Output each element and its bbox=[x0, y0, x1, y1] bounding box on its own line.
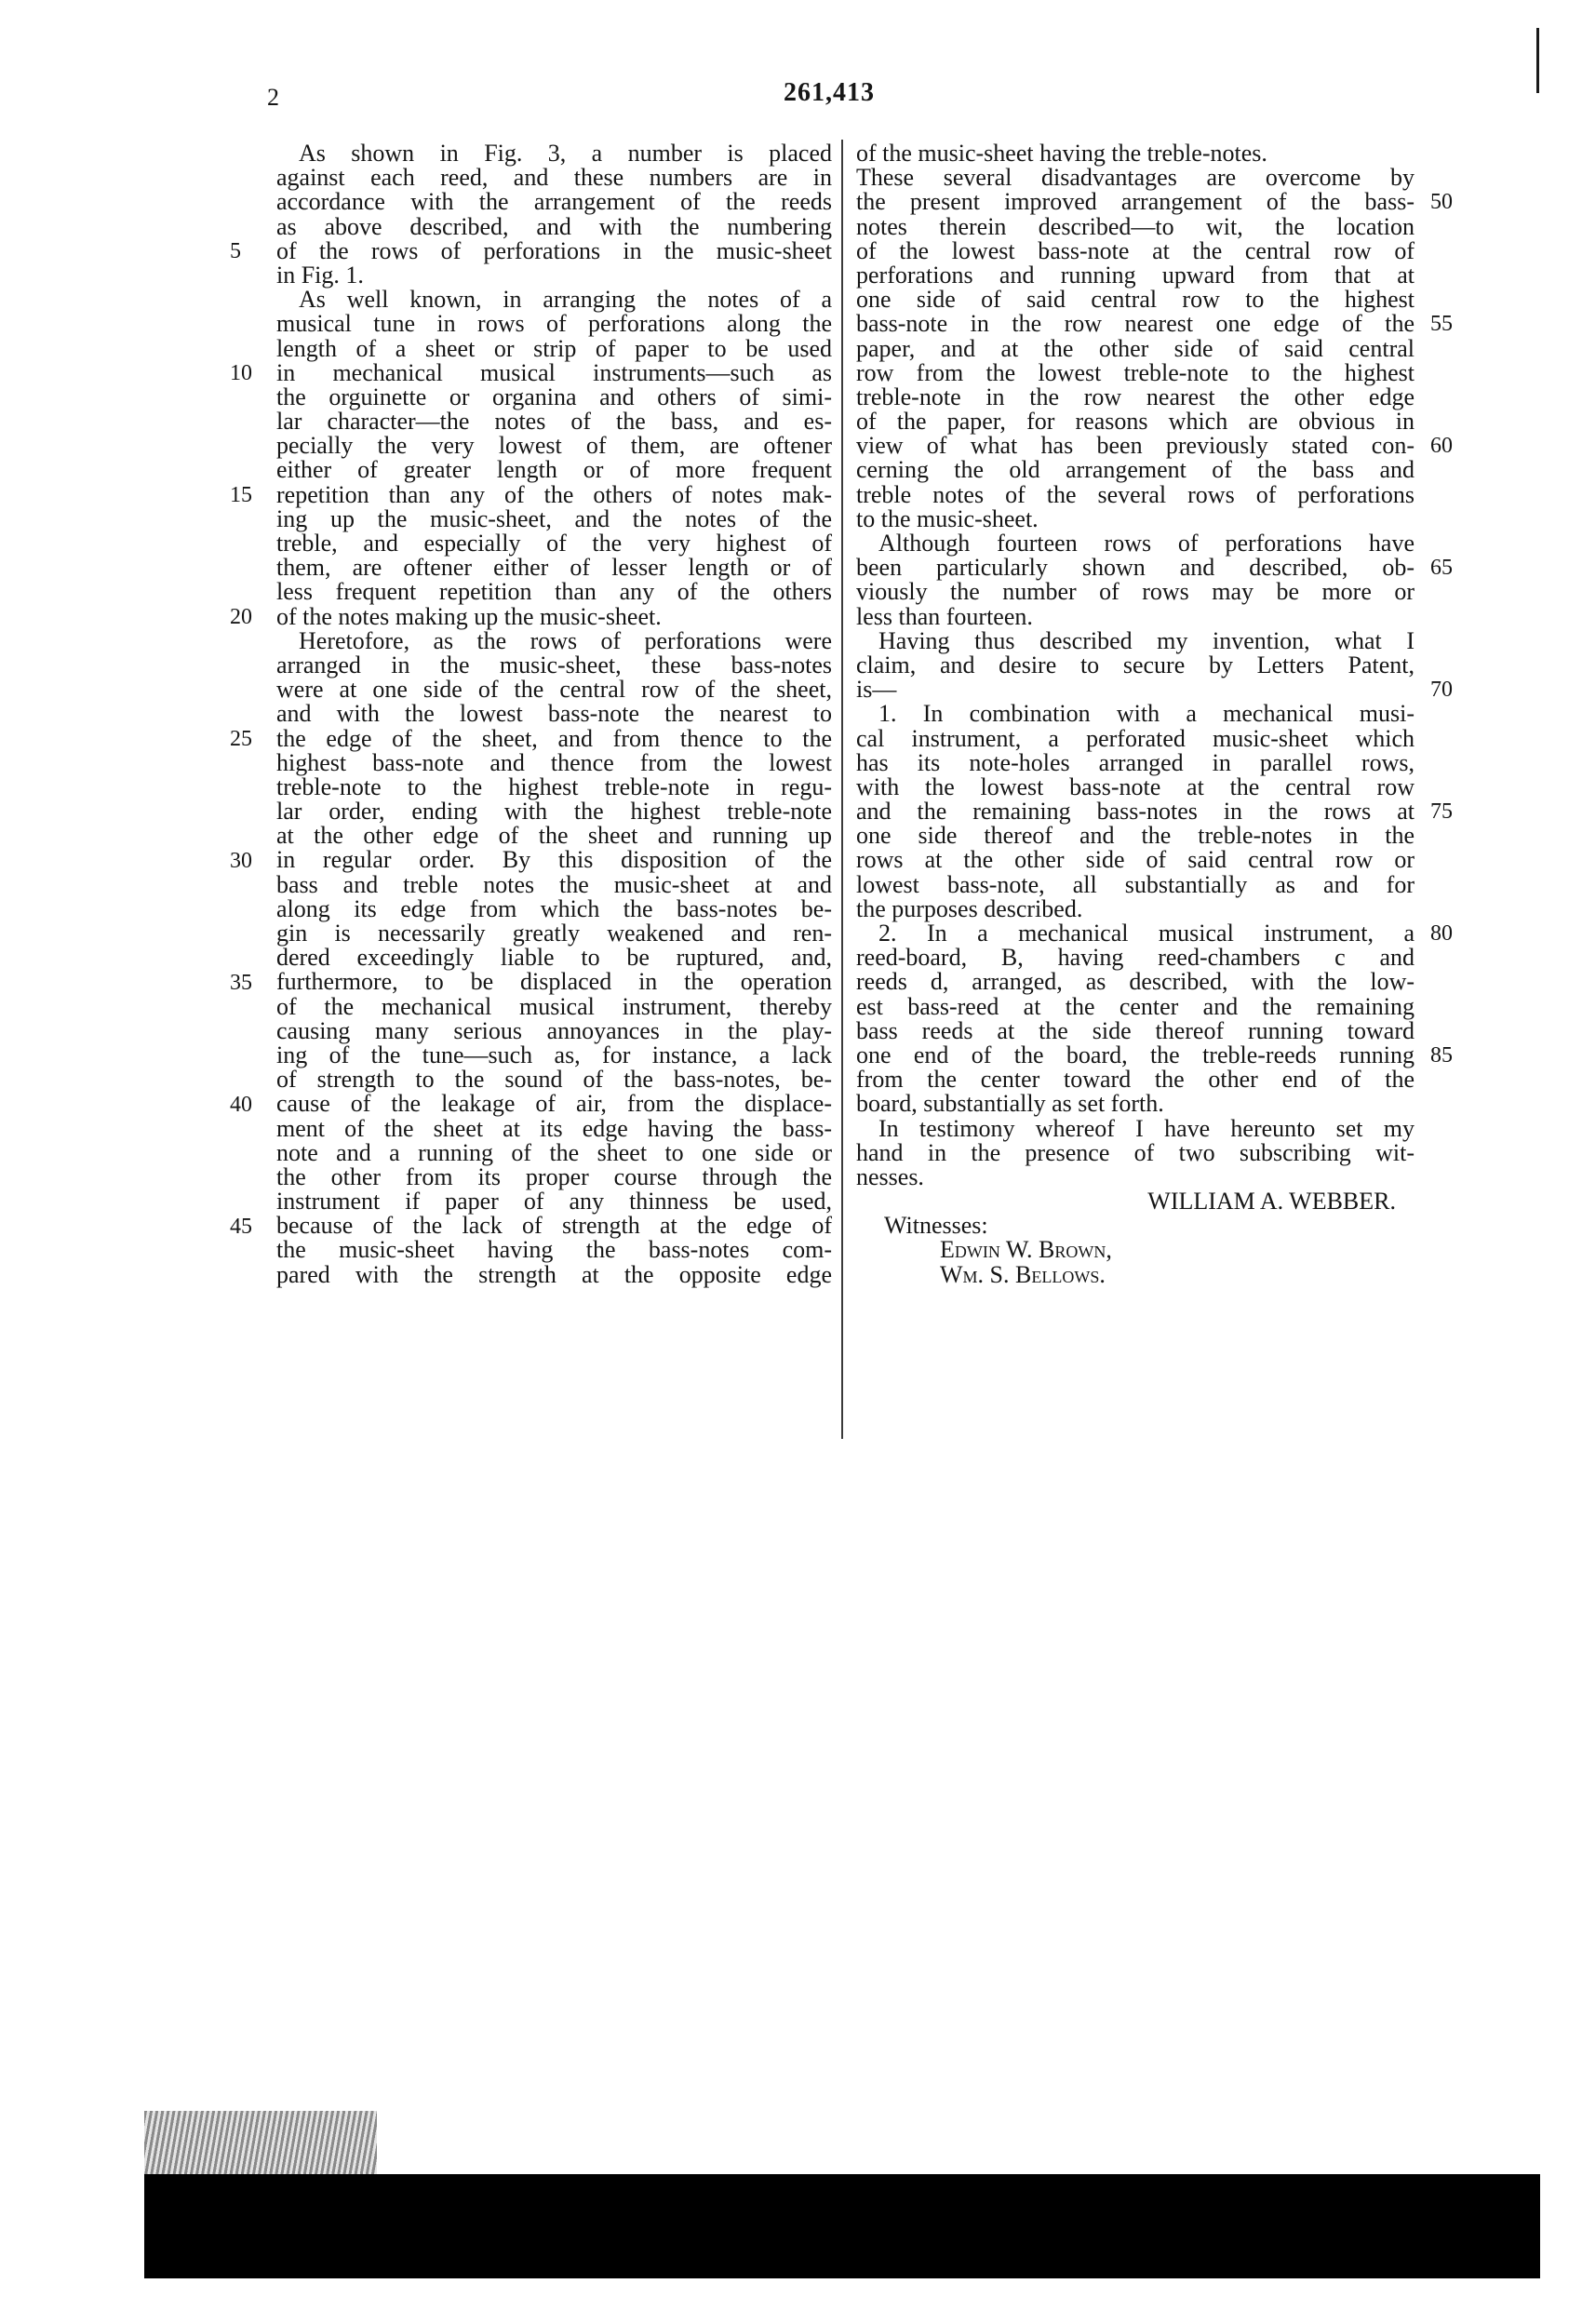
text-line: view of what has been previously stated con- bbox=[856, 432, 1414, 460]
text-line: perforations and running upward from that at bbox=[856, 261, 1414, 289]
text-line: of the paper, for reasons which are obvious in bbox=[856, 408, 1414, 436]
text-line: Witnesses: bbox=[884, 1212, 988, 1240]
text-line: one side thereof and the treble-notes in the bbox=[856, 822, 1414, 850]
text-line: lar character—the notes of the bass, and es- bbox=[276, 408, 832, 436]
text-line: highest bass-note and thence from the lowest bbox=[276, 748, 832, 776]
line-number: 80 bbox=[1430, 921, 1453, 947]
text-line: because of the lack of strength at the edge of bbox=[276, 1212, 832, 1240]
text-line: 1. In combination with a mechanical musi- bbox=[878, 700, 1414, 728]
text-line: from the center toward the other end of the bbox=[856, 1066, 1414, 1094]
line-number: 5 bbox=[230, 238, 241, 263]
text-line: ing of the tune—such as, for instance, a lack bbox=[276, 1041, 832, 1068]
line-number: 70 bbox=[1430, 678, 1453, 703]
text-line: viously the number of rows may be more or bbox=[856, 578, 1414, 606]
text-line: the music-sheet having the bass-notes com- bbox=[276, 1236, 832, 1264]
text-line: repetition than any of the others of notes mak- bbox=[276, 480, 832, 508]
text-line: cause of the leakage of air, from the displace- bbox=[276, 1090, 832, 1118]
line-number: 75 bbox=[1430, 799, 1453, 825]
text-line: as above described, and with the numbering bbox=[276, 212, 832, 240]
text-line: treble notes of the several rows of perforations bbox=[856, 480, 1414, 508]
text-line: Although fourteen rows of perforations have bbox=[878, 530, 1414, 557]
right-column bbox=[856, 141, 1414, 1287]
text-line: nesses. bbox=[856, 1162, 924, 1190]
text-line: bass reeds at the side thereof running toward bbox=[856, 1016, 1414, 1044]
patent-number: 261,413 bbox=[784, 78, 875, 107]
line-number: 35 bbox=[230, 970, 252, 995]
text-line: been particularly shown and described, ob- bbox=[856, 554, 1414, 582]
text-line: causing many serious annoyances in the play- bbox=[276, 1016, 832, 1044]
line-number: 25 bbox=[230, 726, 252, 751]
text-line: board, substantially as set forth. bbox=[856, 1090, 1164, 1118]
text-line: the edge of the sheet, and from thence to the bbox=[276, 724, 832, 752]
text-line: Having thus described my invention, what I bbox=[878, 626, 1414, 654]
line-number: 55 bbox=[1430, 312, 1453, 337]
text-line: and with the lowest bass-note the nearest to bbox=[276, 700, 832, 728]
text-line: dered exceedingly liable to be ruptured, and, bbox=[276, 944, 832, 972]
text-line: gin is necessarily greatly weakened and ren- bbox=[276, 920, 832, 947]
line-number: 60 bbox=[1430, 434, 1453, 459]
text-line: were at one side of the central row of the sheet, bbox=[276, 676, 832, 704]
text-line: treble-note in the row nearest the other edge bbox=[856, 383, 1414, 410]
line-number: 65 bbox=[1430, 556, 1453, 581]
text-line: musical tune in rows of perforations along the bbox=[276, 310, 832, 338]
text-line: reed-board, B, having reed-chambers c and bbox=[856, 944, 1414, 972]
line-number: 30 bbox=[230, 848, 252, 873]
text-line: pecially the very lowest of them, are oftener bbox=[276, 432, 832, 460]
text-line: paper, and at the other side of said central bbox=[856, 334, 1414, 362]
text-line: rows at the other side of said central row or bbox=[856, 846, 1414, 874]
text-line: with the lowest bass-note at the central row bbox=[856, 772, 1414, 800]
text-line: Edwin W. Brown, bbox=[940, 1236, 1112, 1264]
text-line: cal instrument, a perforated music-sheet which bbox=[856, 724, 1414, 752]
text-line: less than fourteen. bbox=[856, 602, 1033, 630]
text-line: ment of the sheet at its edge having the bass- bbox=[276, 1114, 832, 1142]
text-line: either of greater length or of more frequent bbox=[276, 456, 832, 484]
text-line: WILLIAM A. WEBBER. bbox=[1147, 1188, 1396, 1216]
text-line: the other from its proper course through the bbox=[276, 1162, 832, 1190]
text-line: along its edge from which the bass-notes be- bbox=[276, 894, 832, 922]
text-line: Wm. S. Bellows. bbox=[940, 1260, 1106, 1288]
text-line: claim, and desire to secure by Letters Patent, bbox=[856, 651, 1414, 678]
text-line: As well known, in arranging the notes of a bbox=[299, 286, 832, 314]
text-line: bass and treble notes the music-sheet at and bbox=[276, 870, 832, 898]
text-line: at the other edge of the sheet and running up bbox=[276, 822, 832, 850]
text-line: and the remaining bass-notes in the rows at bbox=[856, 798, 1414, 826]
text-line: of the lowest bass-note at the central row of bbox=[856, 236, 1414, 264]
text-line: treble, and especially of the very highest of bbox=[276, 530, 832, 557]
text-line: of the rows of perforations in the music-sheet bbox=[276, 236, 832, 264]
text-line: arranged in the music-sheet, these bass-notes bbox=[276, 651, 832, 678]
text-line: note and a running of the sheet to one side or bbox=[276, 1138, 832, 1166]
text-line: 2. In a mechanical musical instrument, a bbox=[878, 920, 1414, 947]
line-number: 10 bbox=[230, 360, 252, 385]
text-line: row from the lowest treble-note to the highest bbox=[856, 358, 1414, 386]
line-number: 85 bbox=[1430, 1043, 1453, 1068]
page-number: 2 bbox=[267, 84, 279, 111]
text-line: treble-note to the highest treble-note in regu- bbox=[276, 772, 832, 800]
line-number: 20 bbox=[230, 604, 252, 629]
text-line: less frequent repetition than any of the others bbox=[276, 578, 832, 606]
text-line: These several disadvantages are overcome by bbox=[856, 164, 1414, 192]
text-line: in regular order. By this disposition of the bbox=[276, 846, 832, 874]
line-number: 40 bbox=[230, 1092, 252, 1117]
text-line: of the music-sheet having the treble-notes. bbox=[856, 140, 1267, 167]
text-line: furthermore, to be displaced in the operation bbox=[276, 968, 832, 996]
text-line: length of a sheet or strip of paper to be used bbox=[276, 334, 832, 362]
line-number: 50 bbox=[1430, 190, 1453, 215]
line-number: 15 bbox=[230, 482, 252, 507]
text-line: has its note-holes arranged in parallel rows, bbox=[856, 748, 1414, 776]
text-line: the orguinette or organina and others of simi- bbox=[276, 383, 832, 410]
text-line: in Fig. 1. bbox=[276, 261, 364, 289]
text-line: pared with the strength at the opposite edge bbox=[276, 1260, 832, 1288]
text-line: notes therein described—to wit, the location bbox=[856, 212, 1414, 240]
text-line: the present improved arrangement of the bass- bbox=[856, 188, 1414, 216]
text-line: lowest bass-note, all substantially as and for bbox=[856, 870, 1414, 898]
text-line: the purposes described. bbox=[856, 894, 1083, 922]
scan-edge-mark bbox=[1536, 28, 1539, 93]
column-divider bbox=[841, 140, 843, 1439]
text-line: one end of the board, the treble-reeds running bbox=[856, 1041, 1414, 1068]
text-line: of strength to the sound of the bass-notes, be- bbox=[276, 1066, 832, 1094]
text-line: of the notes making up the music-sheet. bbox=[276, 602, 662, 630]
text-line: As shown in Fig. 3, a number is placed bbox=[299, 140, 832, 167]
text-line: accordance with the arrangement of the reeds bbox=[276, 188, 832, 216]
text-line: reeds d, arranged, as described, with the low- bbox=[856, 968, 1414, 996]
text-line: ing up the music-sheet, and the notes of the bbox=[276, 504, 832, 532]
text-line: lar order, ending with the highest treble-note bbox=[276, 798, 832, 826]
text-line: of the mechanical musical instrument, thereby bbox=[276, 992, 832, 1020]
text-line: In testimony whereof I have hereunto set my bbox=[878, 1114, 1414, 1142]
text-line: cerning the old arrangement of the bass and bbox=[856, 456, 1414, 484]
text-line: est bass-reed at the center and the remaining bbox=[856, 992, 1414, 1020]
text-line: them, are oftener either of lesser length or of bbox=[276, 554, 832, 582]
text-line: is— bbox=[856, 676, 897, 704]
text-line: in mechanical musical instruments—such as bbox=[276, 358, 832, 386]
text-line: bass-note in the row nearest one edge of the bbox=[856, 310, 1414, 338]
scan-smudge bbox=[144, 2111, 377, 2178]
line-number: 45 bbox=[230, 1214, 252, 1239]
text-line: to the music-sheet. bbox=[856, 504, 1039, 532]
scan-bottom-bar bbox=[144, 2174, 1540, 2278]
text-line: one side of said central row to the highest bbox=[856, 286, 1414, 314]
text-line: hand in the presence of two subscribing wit- bbox=[856, 1138, 1414, 1166]
text-line: against each reed, and these numbers are in bbox=[276, 164, 832, 192]
left-column bbox=[276, 141, 832, 1287]
text-line: instrument if paper of any thinness be used, bbox=[276, 1188, 832, 1216]
text-line: Heretofore, as the rows of perforations were bbox=[299, 626, 832, 654]
